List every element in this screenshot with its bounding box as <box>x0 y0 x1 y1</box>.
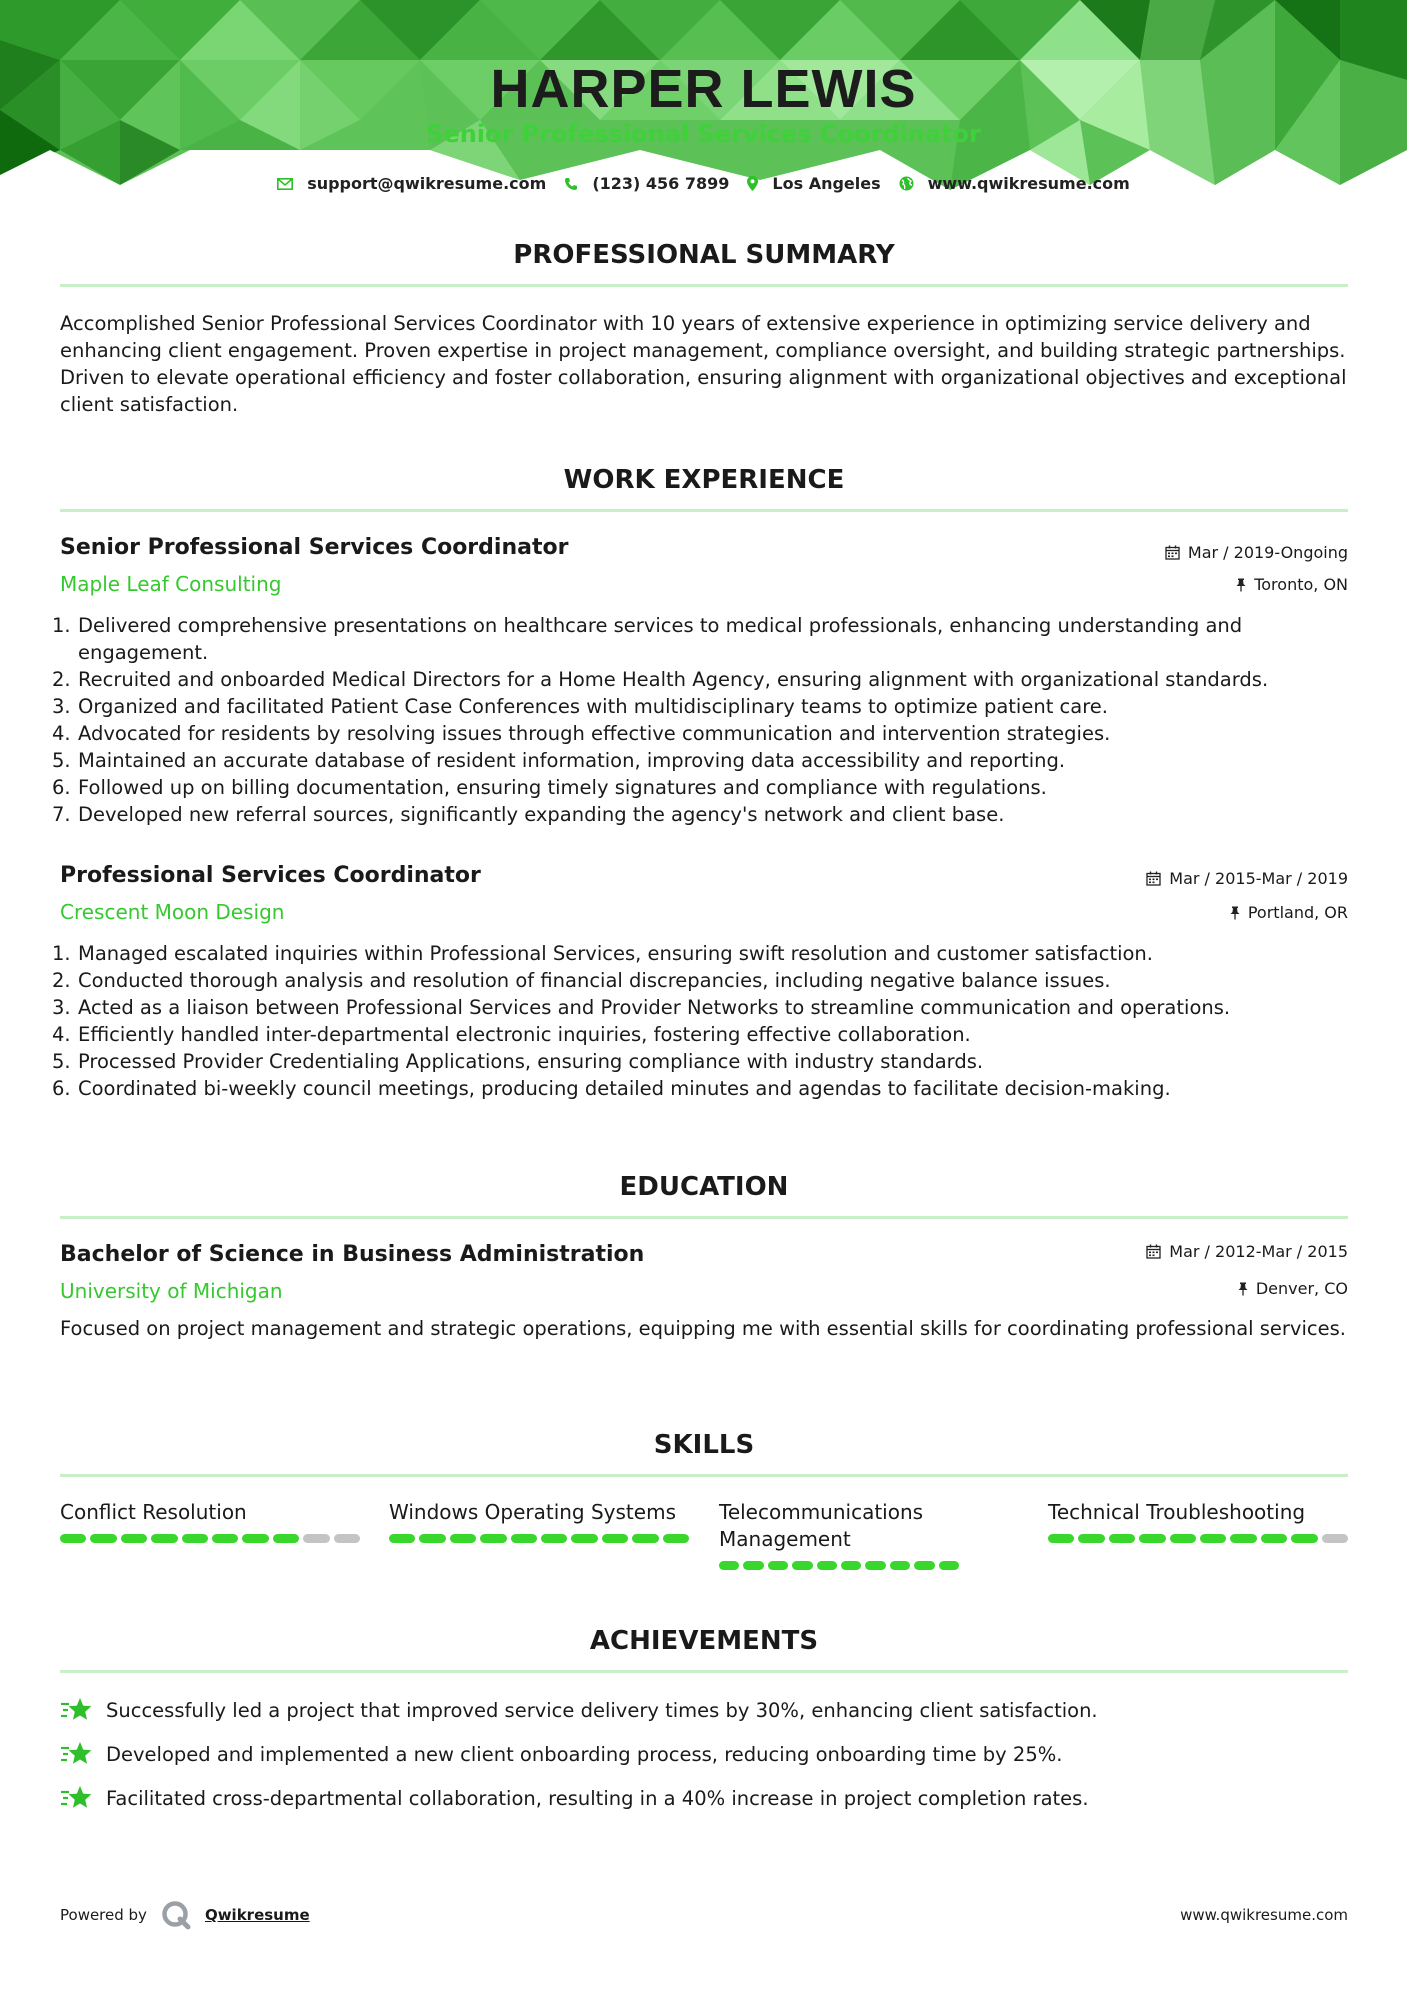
education-location-text: Denver, CO <box>1255 1279 1348 1298</box>
skill-level-segment-filled <box>273 1534 299 1543</box>
bullet-number: 6. <box>52 1077 71 1100</box>
location-text: Los Angeles <box>772 174 881 193</box>
star-icon <box>60 1741 106 1767</box>
email-text: support@qwikresume.com <box>307 174 547 193</box>
skill-level-segment-filled <box>1078 1534 1104 1543</box>
job-dates-text: Mar / 2015-Mar / 2019 <box>1169 869 1348 888</box>
skill-level-segment-filled <box>792 1561 812 1570</box>
bullet-number: 2. <box>52 668 71 691</box>
summary-text: Accomplished Senior Professional Services Coordinator with 10 years of extensive experience in optimizing service delivery and enhancing client engagement. Proven expertise in project management, compliance oversight, and building strategic partnerships. Driven to elevate operational efficiency and foster collaboration, ensuring alignment with organizational objectives and exceptional client satisfaction. <box>60 312 1347 416</box>
skill-level-segment-filled <box>768 1561 788 1570</box>
bullet-item <box>52 693 1352 720</box>
job-title: Senior Professional Services Coordinator <box>60 535 569 560</box>
job-dates-text: Mar / 2019-Ongoing <box>1187 543 1348 562</box>
map-marker-icon <box>747 176 758 191</box>
bullet-number: 4. <box>52 1023 71 1046</box>
bullet-number: 7. <box>52 803 71 826</box>
skill-level-segment-filled <box>663 1534 689 1543</box>
resume-header <box>0 0 1407 200</box>
skill-level-segment-filled <box>1170 1534 1196 1543</box>
skill-level-segment-filled <box>1109 1534 1135 1543</box>
bullet-number: 5. <box>52 749 71 772</box>
contact-website[interactable] <box>899 174 1130 193</box>
bullet-text: Advocated for residents by resolving issues through effective communication and intervention strategies. <box>78 722 1111 745</box>
bullet-text: Recruited and onboarded Medical Directors for a Home Health Agency, ensuring alignment with organizational standards. <box>78 668 1269 691</box>
skill-level-segment-filled <box>1139 1534 1165 1543</box>
skills-divider <box>60 1474 1348 1477</box>
bullet-item <box>52 994 1352 1021</box>
job-company: Crescent Moon Design <box>60 900 285 924</box>
skill-level-segment-filled <box>242 1534 268 1543</box>
education-dates-text: Mar / 2012-Mar / 2015 <box>1169 1242 1348 1261</box>
skill-level-segment-empty <box>1322 1534 1348 1543</box>
skill-level-bar <box>1048 1534 1348 1543</box>
skill-item <box>389 1499 689 1543</box>
calendar-icon <box>1146 1244 1161 1259</box>
skill-level-bar <box>60 1534 360 1543</box>
contact-bar <box>0 174 1407 193</box>
skill-level-segment-filled <box>1230 1534 1256 1543</box>
pushpin-icon <box>1236 578 1246 592</box>
bullet-number: 3. <box>52 996 71 1019</box>
skill-level-segment-filled <box>817 1561 837 1570</box>
skill-level-segment-empty <box>334 1534 360 1543</box>
bullet-item <box>52 720 1352 747</box>
skill-level-segment-filled <box>90 1534 116 1543</box>
calendar-icon <box>1165 545 1180 560</box>
contact-location <box>747 174 880 193</box>
skill-level-segment-filled <box>419 1534 445 1543</box>
bullet-text: Processed Provider Credentialing Applications, ensuring compliance with industry standards. <box>78 1050 984 1073</box>
skill-level-segment-filled <box>450 1534 476 1543</box>
skill-level-segment-filled <box>1048 1534 1074 1543</box>
skill-level-segment-filled <box>939 1561 959 1570</box>
skill-level-segment-filled <box>151 1534 177 1543</box>
skill-level-segment-filled <box>602 1534 628 1543</box>
powered-by-text: Powered by <box>60 1906 147 1924</box>
skill-level-segment-filled <box>480 1534 506 1543</box>
achievements-divider <box>60 1670 1348 1673</box>
achievement-text: Successfully led a project that improved service delivery times by 30%, enhancing client satisfaction. <box>106 1698 1098 1722</box>
education-description: Focused on project management and strategic operations, equipping me with essential skills for coordinating professional services. <box>60 1317 1346 1340</box>
bullet-item <box>52 774 1352 801</box>
skill-level-segment-filled <box>541 1534 567 1543</box>
summary-heading: PROFESSIONAL SUMMARY <box>513 240 895 270</box>
achievement-item <box>60 1697 1350 1723</box>
qwikresume-logo-icon <box>161 1900 191 1930</box>
skill-level-segment-filled <box>212 1534 238 1543</box>
skill-level-segment-filled <box>1291 1534 1317 1543</box>
bullet-text: Efficiently handled inter-departmental electronic inquiries, fostering effective collaboration. <box>78 1023 971 1046</box>
job-dates <box>1146 869 1348 888</box>
skill-item <box>719 1499 959 1570</box>
bullet-text: Followed up on billing documentation, ensuring timely signatures and compliance with regulations. <box>78 776 1047 799</box>
skill-level-segment-filled <box>914 1561 934 1570</box>
job-location-text: Toronto, ON <box>1254 575 1348 594</box>
bullet-text: Managed escalated inquiries within Professional Services, ensuring swift resolution and customer satisfaction. <box>78 942 1153 965</box>
contact-phone[interactable] <box>564 174 729 193</box>
school-name: University of Michigan <box>60 1279 283 1303</box>
bullet-item <box>52 940 1352 967</box>
star-icon <box>60 1697 106 1723</box>
skill-level-segment-filled <box>719 1561 739 1570</box>
job-title: Professional Services Coordinator <box>60 863 481 888</box>
pushpin-icon <box>1238 1282 1248 1296</box>
achievement-item <box>60 1785 1350 1811</box>
pushpin-icon <box>1230 906 1240 920</box>
bullet-number: 5. <box>52 1050 71 1073</box>
candidate-title: Senior Professional Services Coordinator <box>426 120 981 148</box>
skill-item <box>60 1499 360 1543</box>
phone-text: (123) 456 7899 <box>592 174 730 193</box>
achievement-item <box>60 1741 1350 1767</box>
education-divider <box>60 1216 1348 1219</box>
bullet-item <box>52 747 1352 774</box>
achievement-text: Facilitated cross-departmental collaboration, resulting in a 40% increase in project completion rates. <box>106 1786 1089 1810</box>
skill-level-segment-filled <box>890 1561 910 1570</box>
contact-email[interactable] <box>277 174 546 193</box>
globe-icon <box>899 176 914 191</box>
star-icon <box>60 1785 106 1811</box>
skill-name: Windows Operating Systems <box>389 1500 676 1524</box>
bullet-number: 1. <box>52 942 71 965</box>
skill-level-segment-filled <box>632 1534 658 1543</box>
skill-level-segment-filled <box>1200 1534 1226 1543</box>
skill-level-segment-filled <box>182 1534 208 1543</box>
skill-level-segment-filled <box>865 1561 885 1570</box>
skill-level-segment-empty <box>303 1534 329 1543</box>
skills-heading: SKILLS <box>653 1430 755 1460</box>
job-bullets <box>52 940 1352 1102</box>
bullet-number: 6. <box>52 776 71 799</box>
calendar-icon <box>1146 871 1161 886</box>
skill-level-bar <box>389 1534 689 1543</box>
footer-website[interactable]: www.qwikresume.com <box>1180 1906 1348 1924</box>
achievement-text: Developed and implemented a new client onboarding process, reducing onboarding time by 25%. <box>106 1742 1063 1766</box>
skill-level-segment-filled <box>60 1534 86 1543</box>
summary-divider <box>60 284 1348 287</box>
skill-name: Telecommunications Management <box>719 1500 924 1551</box>
education-dates <box>1146 1242 1348 1261</box>
bullet-number: 2. <box>52 969 71 992</box>
bullet-text: Developed new referral sources, significantly expanding the agency's network and client base. <box>78 803 1005 826</box>
bullet-item <box>52 612 1352 666</box>
experience-heading: WORK EXPERIENCE <box>563 465 845 495</box>
experience-divider <box>60 509 1348 512</box>
job-bullets <box>52 612 1352 828</box>
skill-name: Conflict Resolution <box>60 1500 247 1524</box>
bullet-item <box>52 1075 1352 1102</box>
job-location <box>1230 903 1348 922</box>
bullet-text: Coordinated bi-weekly council meetings, producing detailed minutes and agendas to facilitate decision-making. <box>78 1077 1171 1100</box>
degree-title: Bachelor of Science in Business Administration <box>60 1242 645 1267</box>
skill-level-segment-filled <box>389 1534 415 1543</box>
skill-level-segment-filled <box>1261 1534 1287 1543</box>
phone-icon <box>564 177 578 191</box>
candidate-name: HARPER LEWIS <box>490 59 917 119</box>
bullet-text: Conducted thorough analysis and resolution of financial discrepancies, including negative balance issues. <box>78 969 1111 992</box>
qwikresume-link[interactable]: Qwikresume <box>204 1906 310 1924</box>
skill-level-bar <box>719 1561 959 1570</box>
footer-powered-by <box>60 1900 310 1930</box>
bullet-item <box>52 1048 1352 1075</box>
envelope-icon <box>277 178 293 190</box>
achievements-heading: ACHIEVEMENTS <box>589 1626 819 1656</box>
skill-level-segment-filled <box>511 1534 537 1543</box>
website-text: www.qwikresume.com <box>927 174 1130 193</box>
bullet-text: Organized and facilitated Patient Case Conferences with multidisciplinary teams to optimize patient care. <box>78 695 1108 718</box>
skill-level-segment-filled <box>743 1561 763 1570</box>
education-heading: EDUCATION <box>619 1172 789 1202</box>
bullet-number: 1. <box>52 614 71 637</box>
skill-level-segment-filled <box>121 1534 147 1543</box>
bullet-number: 3. <box>52 695 71 718</box>
bullet-item <box>52 666 1352 693</box>
bullet-item <box>52 1021 1352 1048</box>
bullet-number: 4. <box>52 722 71 745</box>
education-location <box>1238 1279 1348 1298</box>
bullet-text: Maintained an accurate database of resident information, improving data accessibility and reporting. <box>78 749 1066 772</box>
skill-level-segment-filled <box>571 1534 597 1543</box>
job-company: Maple Leaf Consulting <box>60 572 282 596</box>
bullet-item <box>52 967 1352 994</box>
job-location-text: Portland, OR <box>1247 903 1348 922</box>
bullet-item <box>52 801 1352 828</box>
job-location <box>1236 575 1348 594</box>
skill-level-segment-filled <box>841 1561 861 1570</box>
skill-item <box>1048 1499 1348 1543</box>
bullet-text: Acted as a liaison between Professional Services and Provider Networks to streamline communication and operations. <box>78 996 1231 1019</box>
job-dates <box>1165 543 1348 562</box>
bullet-text: Delivered comprehensive presentations on healthcare services to medical professionals, enhancing understanding and engagement. <box>78 614 1243 664</box>
skill-name: Technical Troubleshooting <box>1048 1500 1306 1524</box>
